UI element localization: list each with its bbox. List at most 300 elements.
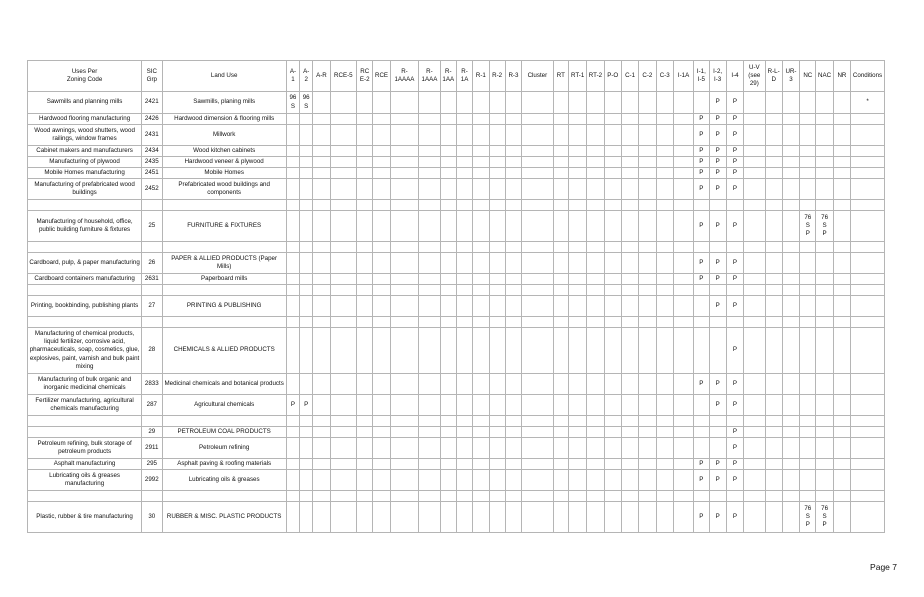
land-use-cell: Mobile Homes <box>162 168 286 179</box>
zone-cell <box>694 317 709 328</box>
zone-cell <box>656 274 673 285</box>
zone-cell <box>851 502 885 533</box>
zone-cell: 96 S <box>300 92 313 114</box>
zone-cell <box>587 328 604 374</box>
zone-cell <box>587 211 604 242</box>
zone-cell <box>419 168 440 179</box>
zone-cell <box>440 374 456 395</box>
zone-cell <box>765 285 782 296</box>
zone-cell <box>604 296 621 317</box>
zone-cell <box>673 328 693 374</box>
zone-cell <box>357 168 373 179</box>
zone-cell <box>286 374 299 395</box>
zone-cell <box>553 146 568 157</box>
zone-cell <box>440 274 456 285</box>
zone-cell <box>726 285 743 296</box>
zone-cell <box>709 491 726 502</box>
zone-cell <box>587 114 604 125</box>
zone-cell <box>522 253 554 274</box>
zone-cell <box>300 459 313 470</box>
zone-cell <box>456 438 472 459</box>
zone-cell <box>568 470 586 491</box>
zone-cell <box>568 374 586 395</box>
zone-cell <box>568 438 586 459</box>
zone-cell: P <box>694 179 709 200</box>
zone-cell <box>568 395 586 416</box>
zone-cell <box>456 200 472 211</box>
column-header: A- 2 <box>300 61 313 92</box>
zone-cell: P <box>726 211 743 242</box>
zone-cell <box>505 168 521 179</box>
zone-cell <box>505 416 521 427</box>
zone-cell <box>357 416 373 427</box>
zone-cell <box>709 416 726 427</box>
zone-cell <box>656 200 673 211</box>
zone-cell <box>800 328 816 374</box>
zone-cell <box>440 395 456 416</box>
zone-cell <box>604 395 621 416</box>
zone-cell <box>419 285 440 296</box>
zone-cell: P <box>726 374 743 395</box>
zone-cell <box>851 274 885 285</box>
zone-cell <box>816 168 833 179</box>
land-use-cell <box>162 491 286 502</box>
zone-cell <box>833 200 850 211</box>
zone-cell <box>851 157 885 168</box>
zone-cell <box>357 114 373 125</box>
zone-cell <box>851 168 885 179</box>
zone-cell <box>489 296 505 317</box>
column-header: R-3 <box>505 61 521 92</box>
column-header: A- 1 <box>286 61 299 92</box>
zone-cell <box>639 114 656 125</box>
zone-cell <box>440 296 456 317</box>
zone-cell <box>522 502 554 533</box>
zone-cell <box>505 242 521 253</box>
zone-cell <box>709 200 726 211</box>
zone-cell <box>330 395 356 416</box>
zone-cell <box>390 427 419 438</box>
sic-cell <box>142 242 162 253</box>
column-header: C-3 <box>656 61 673 92</box>
zone-cell <box>373 395 390 416</box>
zone-cell <box>313 395 330 416</box>
zone-cell: P <box>726 459 743 470</box>
zone-cell <box>522 438 554 459</box>
table-row <box>28 211 885 242</box>
zone-cell <box>744 157 765 168</box>
zone-cell <box>800 114 816 125</box>
zone-cell <box>553 200 568 211</box>
column-header: R-L- D <box>765 61 782 92</box>
zone-cell <box>587 125 604 146</box>
zone-cell <box>744 168 765 179</box>
zone-cell <box>313 114 330 125</box>
zone-cell <box>604 114 621 125</box>
use-cell: Asphalt manufacturing <box>28 459 142 470</box>
zone-cell <box>656 459 673 470</box>
zone-cell <box>357 274 373 285</box>
zone-cell <box>621 146 638 157</box>
zone-cell <box>568 328 586 374</box>
zone-cell <box>765 92 782 114</box>
zone-cell <box>726 242 743 253</box>
column-header: NAC <box>816 61 833 92</box>
zone-cell <box>800 285 816 296</box>
zone-cell <box>390 374 419 395</box>
column-header: NC <box>800 61 816 92</box>
zone-cell <box>568 125 586 146</box>
use-cell <box>28 317 142 328</box>
zone-cell <box>419 374 440 395</box>
zone-cell <box>473 328 489 374</box>
zone-cell <box>568 253 586 274</box>
zone-cell <box>456 114 472 125</box>
zone-cell <box>800 179 816 200</box>
zone-cell <box>765 114 782 125</box>
zone-cell <box>373 491 390 502</box>
sic-cell <box>142 491 162 502</box>
zone-cell: 76 S P <box>800 211 816 242</box>
zone-cell <box>765 125 782 146</box>
zone-cell <box>553 328 568 374</box>
zone-cell <box>833 427 850 438</box>
zone-cell <box>330 285 356 296</box>
zone-cell <box>782 200 799 211</box>
zone-cell <box>851 459 885 470</box>
zone-cell <box>568 317 586 328</box>
zone-cell <box>851 438 885 459</box>
zone-cell <box>390 459 419 470</box>
zone-cell <box>744 438 765 459</box>
zone-cell <box>357 395 373 416</box>
zone-cell <box>553 92 568 114</box>
zone-cell: P <box>694 157 709 168</box>
zone-cell <box>833 157 850 168</box>
zone-cell <box>744 114 765 125</box>
zone-cell <box>473 374 489 395</box>
zone-cell <box>639 427 656 438</box>
zone-cell <box>286 242 299 253</box>
zone-cell <box>851 416 885 427</box>
zone-cell <box>456 459 472 470</box>
zone-cell <box>656 242 673 253</box>
zone-cell <box>489 438 505 459</box>
zone-cell <box>744 374 765 395</box>
use-cell: Cardboard containers manufacturing <box>28 274 142 285</box>
zone-cell <box>800 274 816 285</box>
zone-cell <box>357 317 373 328</box>
zone-cell <box>489 416 505 427</box>
zone-cell <box>639 416 656 427</box>
zone-cell: P <box>694 502 709 533</box>
zone-cell <box>522 470 554 491</box>
zone-cell <box>419 427 440 438</box>
zone-cell <box>782 125 799 146</box>
zone-cell <box>851 395 885 416</box>
zone-cell <box>568 242 586 253</box>
zone-cell <box>673 491 693 502</box>
zone-cell <box>694 491 709 502</box>
zone-cell <box>330 470 356 491</box>
zone-cell <box>390 416 419 427</box>
zone-cell <box>851 328 885 374</box>
zone-cell <box>440 502 456 533</box>
zone-cell <box>800 242 816 253</box>
zone-cell <box>744 296 765 317</box>
zone-cell <box>656 168 673 179</box>
zone-cell <box>800 317 816 328</box>
zone-cell <box>816 274 833 285</box>
zone-cell <box>568 179 586 200</box>
zone-cell <box>726 416 743 427</box>
zone-cell <box>286 168 299 179</box>
column-header: I-1A <box>673 61 693 92</box>
zone-cell <box>621 395 638 416</box>
zone-cell <box>419 296 440 317</box>
zone-cell <box>765 395 782 416</box>
zone-cell <box>833 179 850 200</box>
zone-cell <box>694 416 709 427</box>
zone-cell <box>673 416 693 427</box>
zone-cell <box>568 114 586 125</box>
zone-cell <box>744 416 765 427</box>
sic-cell: 30 <box>142 502 162 533</box>
table-row <box>28 395 885 416</box>
zone-cell <box>330 242 356 253</box>
zone-cell <box>851 125 885 146</box>
zone-cell <box>782 114 799 125</box>
zone-cell <box>656 328 673 374</box>
zone-cell <box>816 114 833 125</box>
zone-cell <box>744 146 765 157</box>
zone-cell <box>357 92 373 114</box>
zone-cell <box>330 317 356 328</box>
zone-cell <box>765 168 782 179</box>
zone-cell <box>473 395 489 416</box>
zone-cell <box>800 200 816 211</box>
zone-cell: P <box>709 274 726 285</box>
zone-cell <box>522 114 554 125</box>
zone-cell <box>390 211 419 242</box>
zone-cell <box>639 317 656 328</box>
zone-cell <box>816 125 833 146</box>
zone-cell <box>833 146 850 157</box>
zone-cell <box>473 416 489 427</box>
land-use-cell <box>162 317 286 328</box>
zone-cell <box>851 242 885 253</box>
land-use-cell: Medicinal chemicals and botanical products <box>162 374 286 395</box>
zone-cell <box>816 374 833 395</box>
zone-cell <box>522 168 554 179</box>
zone-cell <box>765 200 782 211</box>
sic-cell: 2911 <box>142 438 162 459</box>
zone-cell <box>419 200 440 211</box>
zone-cell: P <box>694 374 709 395</box>
zone-cell <box>286 328 299 374</box>
zone-cell <box>833 242 850 253</box>
column-header: Cluster <box>522 61 554 92</box>
zone-cell <box>419 438 440 459</box>
zone-cell <box>621 374 638 395</box>
zone-cell <box>473 179 489 200</box>
zone-cell <box>456 395 472 416</box>
zone-cell <box>621 459 638 470</box>
zone-cell <box>816 179 833 200</box>
zone-cell <box>800 253 816 274</box>
zone-cell <box>313 328 330 374</box>
zone-cell: P <box>709 114 726 125</box>
zone-cell <box>816 317 833 328</box>
zone-cell <box>473 459 489 470</box>
sic-cell: 26 <box>142 253 162 274</box>
zone-cell: P <box>726 92 743 114</box>
land-use-cell: PAPER & ALLIED PRODUCTS (Paper Mills) <box>162 253 286 274</box>
zone-cell <box>639 459 656 470</box>
zone-cell: P <box>709 395 726 416</box>
zone-cell <box>286 459 299 470</box>
zone-cell <box>568 157 586 168</box>
zone-cell: P <box>726 328 743 374</box>
zone-cell <box>604 200 621 211</box>
zone-cell <box>419 242 440 253</box>
zone-cell <box>621 157 638 168</box>
zone-cell <box>390 146 419 157</box>
zone-cell <box>489 242 505 253</box>
zone-cell <box>587 374 604 395</box>
zone-cell <box>604 438 621 459</box>
zone-cell <box>673 114 693 125</box>
zone-cell: 76 S P <box>816 502 833 533</box>
zone-cell <box>621 470 638 491</box>
zone-cell <box>782 179 799 200</box>
zone-cell <box>456 168 472 179</box>
zone-cell <box>419 253 440 274</box>
land-use-cell: PETROLEUM COAL PRODUCTS <box>162 427 286 438</box>
zone-cell <box>587 179 604 200</box>
zone-cell <box>286 157 299 168</box>
zone-cell <box>522 211 554 242</box>
zone-cell <box>568 200 586 211</box>
zone-cell <box>522 328 554 374</box>
zone-cell <box>390 317 419 328</box>
zone-cell <box>604 146 621 157</box>
zone-cell <box>816 416 833 427</box>
zone-cell <box>330 114 356 125</box>
zone-cell <box>639 438 656 459</box>
zone-cell <box>656 146 673 157</box>
zone-cell <box>673 427 693 438</box>
zone-cell <box>419 459 440 470</box>
table-row <box>28 374 885 395</box>
zone-cell <box>709 438 726 459</box>
zone-cell <box>673 168 693 179</box>
zone-cell <box>313 502 330 533</box>
table-row <box>28 125 885 146</box>
zone-cell <box>373 92 390 114</box>
column-header: Land Use <box>162 61 286 92</box>
land-use-cell <box>162 416 286 427</box>
zone-cell <box>300 200 313 211</box>
zone-cell <box>473 92 489 114</box>
zone-cell <box>440 459 456 470</box>
zone-cell <box>330 211 356 242</box>
zone-cell <box>782 211 799 242</box>
zone-cell <box>656 470 673 491</box>
zone-cell: 96 S <box>286 92 299 114</box>
zone-cell <box>765 179 782 200</box>
zone-cell <box>673 179 693 200</box>
zone-cell <box>489 211 505 242</box>
zone-cell <box>765 328 782 374</box>
zone-cell <box>851 317 885 328</box>
zone-cell <box>522 242 554 253</box>
zone-cell <box>604 491 621 502</box>
zone-cell <box>673 502 693 533</box>
zone-cell <box>300 491 313 502</box>
zone-cell <box>330 157 356 168</box>
use-cell <box>28 416 142 427</box>
column-header: R-1 <box>473 61 489 92</box>
zone-cell <box>522 157 554 168</box>
zone-cell: P <box>694 168 709 179</box>
zone-cell <box>782 296 799 317</box>
zone-cell <box>816 253 833 274</box>
zone-cell <box>639 274 656 285</box>
zone-cell <box>553 438 568 459</box>
column-header: U-V (see 29) <box>744 61 765 92</box>
use-cell: Cabinet makers and manufacturers <box>28 146 142 157</box>
zone-cell <box>587 395 604 416</box>
zone-cell <box>782 168 799 179</box>
sic-cell: 28 <box>142 328 162 374</box>
zone-cell <box>357 200 373 211</box>
zone-cell <box>833 168 850 179</box>
use-cell: Manufacturing of household, office, public building furniture & fixtures <box>28 211 142 242</box>
zone-cell <box>744 459 765 470</box>
sic-cell <box>142 317 162 328</box>
zone-cell <box>800 395 816 416</box>
zone-cell <box>673 296 693 317</box>
zone-cell <box>568 211 586 242</box>
zone-cell <box>440 328 456 374</box>
zone-cell: 76 S P <box>816 211 833 242</box>
zone-cell <box>373 470 390 491</box>
sic-cell: 2452 <box>142 179 162 200</box>
zone-cell <box>313 168 330 179</box>
zone-cell <box>639 395 656 416</box>
land-use-cell: Prefabricated wood buildings and components <box>162 179 286 200</box>
zone-cell <box>489 374 505 395</box>
zone-cell <box>568 491 586 502</box>
zone-cell <box>330 168 356 179</box>
zone-cell <box>505 502 521 533</box>
zone-cell <box>286 470 299 491</box>
zone-cell <box>390 200 419 211</box>
zone-cell <box>505 253 521 274</box>
zone-cell <box>782 146 799 157</box>
zone-cell <box>604 317 621 328</box>
sic-cell: 295 <box>142 459 162 470</box>
zone-cell <box>744 274 765 285</box>
zone-cell <box>587 168 604 179</box>
zone-cell <box>765 274 782 285</box>
zone-cell <box>765 296 782 317</box>
zone-cell <box>604 157 621 168</box>
zone-cell <box>313 491 330 502</box>
zone-cell <box>604 168 621 179</box>
zone-cell <box>313 416 330 427</box>
